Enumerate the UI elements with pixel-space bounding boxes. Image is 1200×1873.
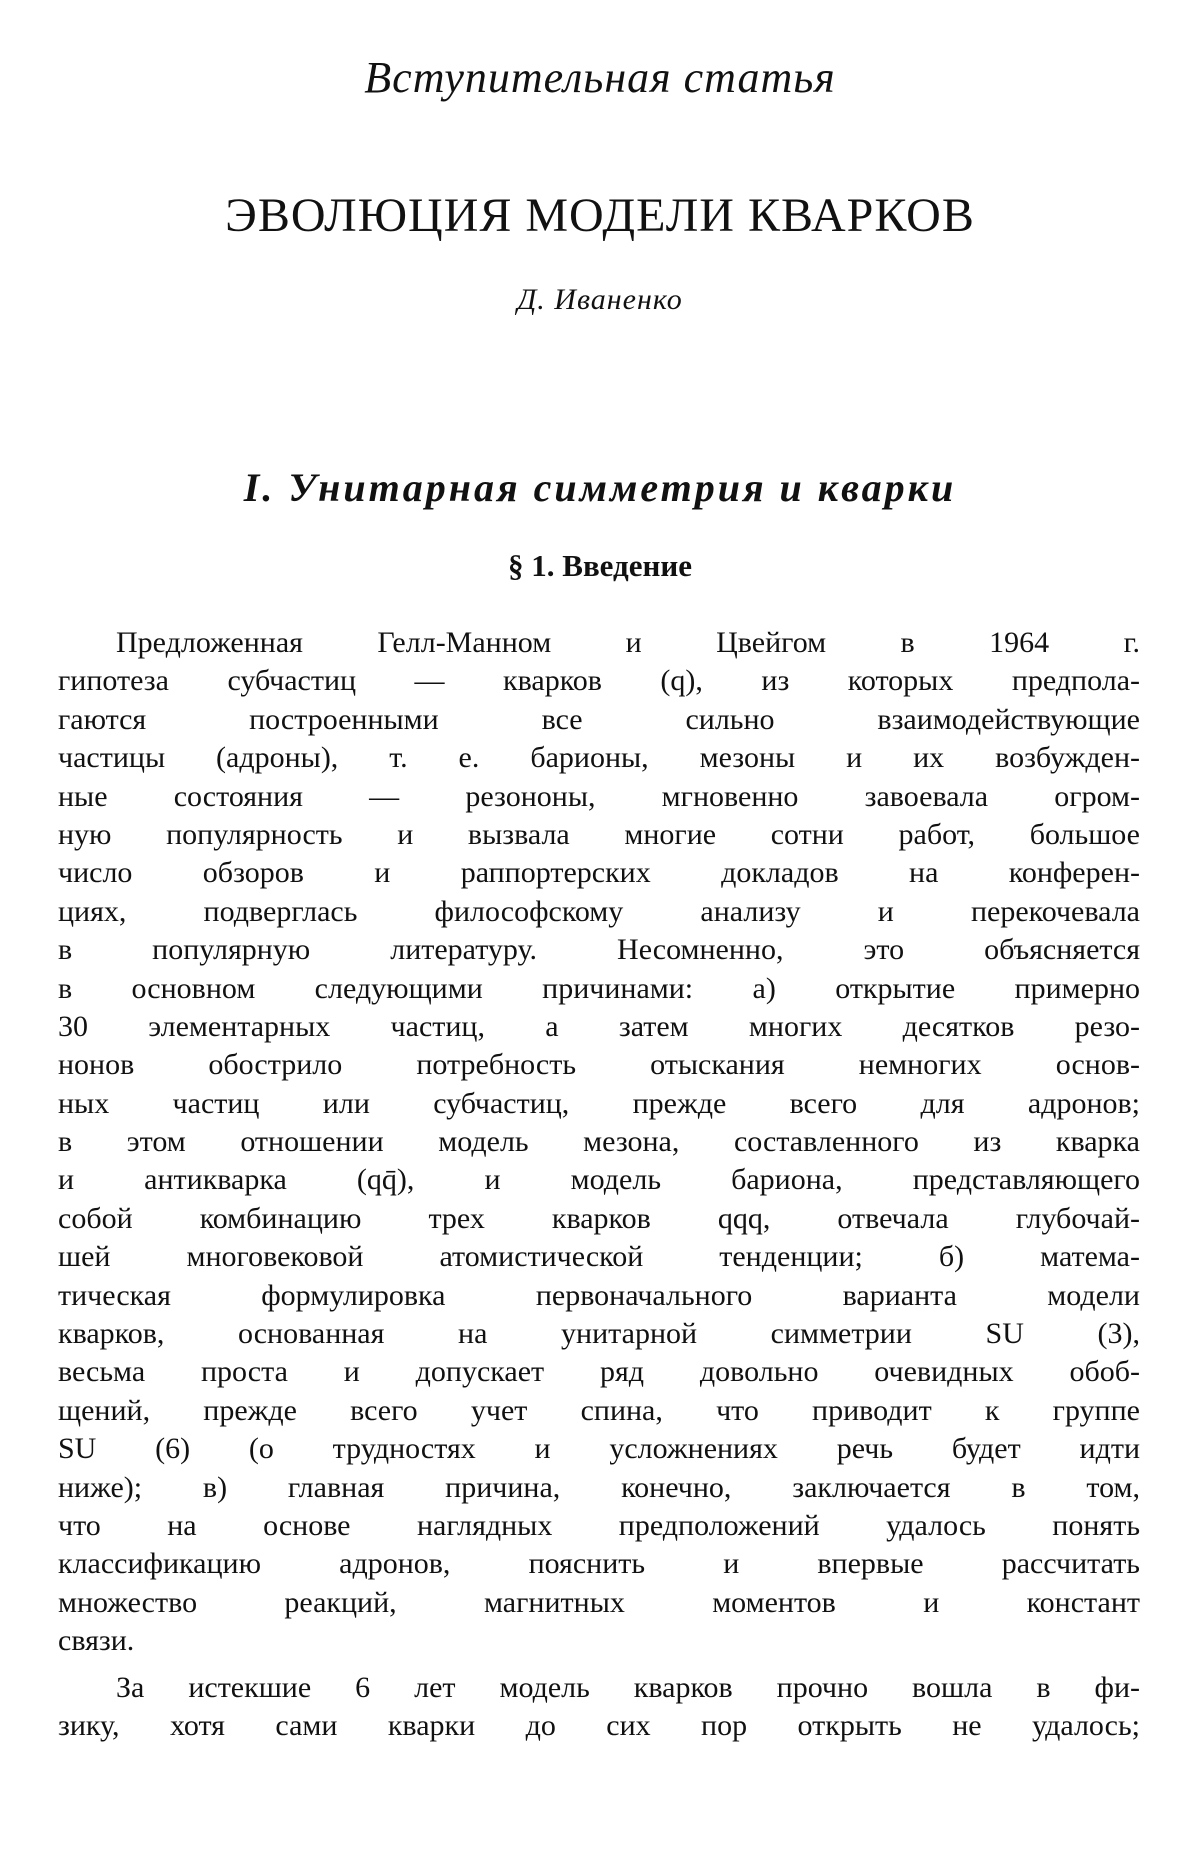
text-line: что на основе наглядных предположений удалось понять xyxy=(58,1508,1140,1542)
text-line: ную популярность и вызвала многие сотни работ, большое xyxy=(58,817,1140,851)
article-author: Д. Иваненко xyxy=(517,283,683,316)
text-line: гипотеза субчастиц — кварков (q), из которых предпола- xyxy=(58,664,1140,698)
text-line: и антикварка (qq̄), и модель бариона, представляющего xyxy=(58,1163,1140,1197)
text-line: ниже); в) главная причина, конечно, заключается в том, xyxy=(58,1470,1140,1504)
text-line: весьма проста и допускает ряд довольно очевидных обоб- xyxy=(58,1355,1140,1389)
text-line: собой комбинацию трех кварков qqq, отвечала глубочай- xyxy=(58,1201,1140,1235)
text-line: тическая формулировка первоначального варианта модели xyxy=(58,1278,1140,1312)
paragraph xyxy=(58,1669,1140,1746)
text-line: в популярную литературу. Несомненно, это объясняется xyxy=(58,933,1140,967)
part-heading: I. Унитарная симметрия и кварки xyxy=(243,465,957,510)
text-line: 30 элементарных частиц, а затем многих десятков резо- xyxy=(58,1009,1140,1043)
article-title: ЭВОЛЮЦИЯ МОДЕЛИ КВАРКОВ xyxy=(225,189,975,242)
text-line: ные состояния — резононы, мгновенно завоевала огром- xyxy=(58,779,1140,813)
text-line: в этом отношении модель мезона, составленного из кварка xyxy=(58,1125,1140,1159)
text-line: в основном следующими причинами: а) открытие примерно xyxy=(58,971,1140,1005)
text-line: Предложенная Гелл-Манном и Цвейгом в 1964 г. xyxy=(116,626,1140,659)
text-line: кварков, основанная на унитарной симметрии SU (3), xyxy=(58,1317,1140,1351)
text-line: гаются построенными все сильно взаимодействующие xyxy=(58,702,1140,736)
text-line: нонов обострило потребность отыскания немногих основ- xyxy=(58,1048,1140,1082)
text-line: связи. xyxy=(58,1624,135,1658)
article-kicker: Вступительная статья xyxy=(364,53,836,102)
paragraph-gap xyxy=(58,1661,1140,1669)
text-line: число обзоров и раппортерских докладов на конферен- xyxy=(58,856,1140,890)
text-line: множество реакций, магнитных моментов и констант xyxy=(58,1585,1140,1619)
text-line: SU (6) (о трудностях и усложнениях речь будет идти xyxy=(58,1432,1140,1466)
text-line: щений, прежде всего учет спина, что приводит к группе xyxy=(58,1393,1140,1427)
text-line: шей многовековой атомистической тенденции; б) матема- xyxy=(58,1240,1140,1274)
section-heading: § 1. Введение xyxy=(508,548,692,583)
text-line: зику, хотя сами кварки до сих пор открыть не удалось; xyxy=(58,1708,1140,1742)
text-line: ных частиц или субчастиц, прежде всего для адронов; xyxy=(58,1086,1140,1120)
text-line: циях, подверглась философскому анализу и перекочевала xyxy=(58,894,1140,928)
body-text xyxy=(58,624,1140,1745)
text-line: За истекшие 6 лет модель кварков прочно вошла в фи- xyxy=(116,1670,1140,1704)
text-line: частицы (адроны), т. е. барионы, мезоны и их возбужден- xyxy=(58,741,1140,775)
text-line: классификацию адронов, пояснить и впервые рассчитать xyxy=(58,1547,1140,1581)
paragraph xyxy=(58,624,1140,1661)
